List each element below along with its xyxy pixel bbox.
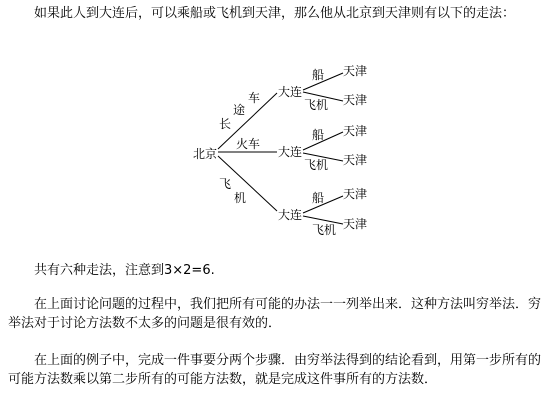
node-dalian-1: 大连 (278, 85, 303, 99)
label-plane-char1: 飞 (219, 177, 232, 191)
node-tianjin-6: 天津 (343, 217, 368, 231)
intro-paragraph: 如果此人到大连后，可以乘船或飞机到天津，那么他从北京到天津则有以下的走法： (34, 6, 516, 21)
node-tianjin-5: 天津 (343, 187, 368, 201)
principle-paragraph: 在上面的例子中，完成一件事要分两个步骤．由穷举法得到的结论看到，用第一步所有的可能方法数乘以第二步所有的可能方法数，就是完成这件事所有的方法数． (8, 353, 542, 387)
label-train: 火车 (236, 137, 261, 151)
method-paragraph: 在上面讨论问题的过程中，我们把所有可能的办法一一列举出来．这种方法叫穷举法．穷举法对于讨论方法数不太多的问题是很有效的． (8, 297, 542, 331)
label-bus-char3: 车 (248, 91, 261, 105)
label-bus-char1: 长 (219, 117, 232, 131)
label-plane-2: 飞机 (304, 158, 329, 172)
label-boat-3: 船 (312, 191, 325, 205)
label-boat-2: 船 (312, 128, 325, 142)
node-tianjin-2: 天津 (343, 93, 368, 107)
node-beijing: 北京 (193, 147, 218, 161)
summary-paragraph: 共有六种走法，注意到3×2=6. (34, 263, 215, 278)
label-plane-char2: 机 (234, 191, 247, 205)
label-bus-char2: 途 (233, 103, 246, 117)
node-dalian-3: 大连 (278, 208, 303, 222)
node-tianjin-4: 天津 (343, 153, 368, 167)
node-tianjin-1: 天津 (343, 64, 368, 78)
node-dalian-2: 大连 (278, 145, 303, 159)
node-tianjin-3: 天津 (343, 124, 368, 138)
label-plane-3: 飞机 (312, 223, 337, 237)
label-plane-1: 飞机 (304, 98, 329, 112)
label-boat-1: 船 (312, 68, 325, 82)
